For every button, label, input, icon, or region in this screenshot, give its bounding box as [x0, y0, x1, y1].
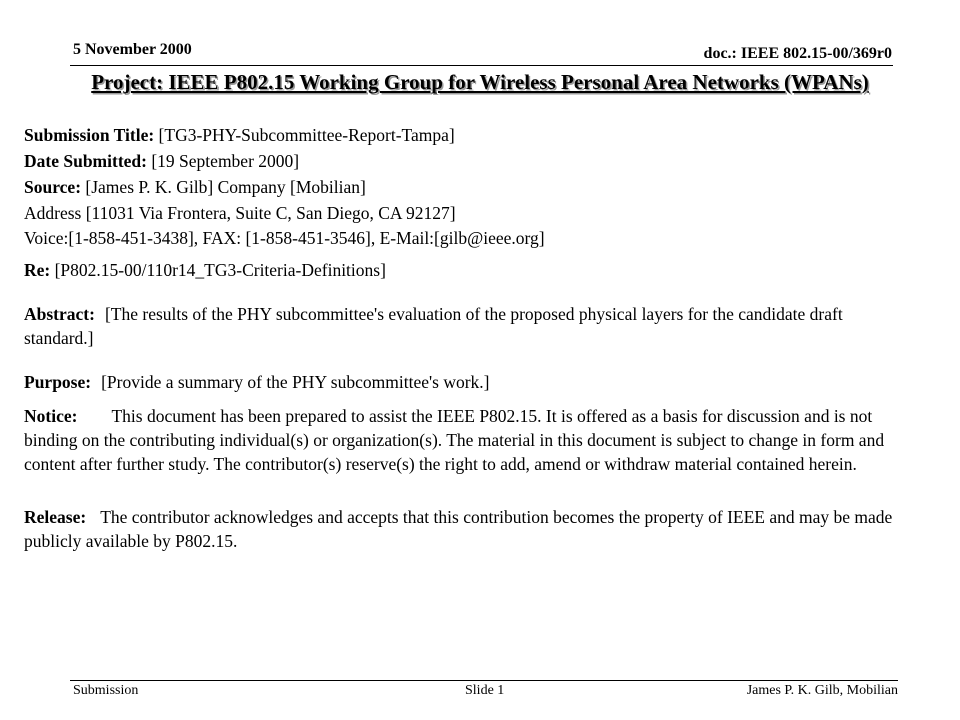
release-label: Release: — [24, 507, 87, 527]
notice-label: Notice: — [24, 406, 78, 426]
abstract-paragraph — [24, 302, 904, 350]
release-paragraph — [24, 505, 904, 553]
project-title: Project: IEEE P802.15 Working Group for Wireless Personal Area Networks (WPANs) — [91, 70, 869, 94]
re-value: [P802.15-00/110r14_TG3-Criteria-Definitions] — [54, 260, 386, 280]
date-submitted-value: [19 September 2000] — [151, 151, 300, 171]
abstract-value: [The results of the PHY subcommittee's evaluation of the proposed physical layers for the candidate draft standard.] — [24, 304, 843, 348]
footer-slide-number: Slide 1 — [465, 683, 505, 698]
address-line: Address [11031 Via Frontera, Suite C, San Diego, CA 92127] — [24, 203, 456, 223]
header-date: 5 November 2000 — [73, 41, 192, 58]
submission-title-value: [TG3-PHY-Subcommittee-Report-Tampa] — [158, 125, 455, 145]
re-label: Re: — [24, 260, 51, 280]
footer-author: James P. K. Gilb, Mobilian — [746, 683, 898, 698]
source-label: Source: — [24, 177, 82, 197]
contact-line: Voice:[1-858-451-3438], FAX: [1-858-451-3546], E-Mail:[gilb@ieee.org] — [24, 228, 545, 248]
re-line — [24, 258, 386, 282]
abstract-label: Abstract: — [24, 304, 95, 324]
purpose-label: Purpose: — [24, 372, 92, 392]
purpose-paragraph — [24, 370, 904, 394]
purpose-value: [Provide a summary of the PHY subcommittee's work.] — [101, 372, 490, 392]
header-doc-id: doc.: IEEE 802.15-00/369r0 — [703, 45, 892, 62]
footer-divider — [70, 680, 898, 681]
date-submitted-label: Date Submitted: — [24, 151, 147, 171]
date-submitted-line — [24, 149, 299, 173]
source-value: [James P. K. Gilb] Company [Mobilian] — [85, 177, 366, 197]
footer-submission: Submission — [73, 683, 139, 698]
submission-title-label: Submission Title: — [24, 125, 155, 145]
release-value: The contributor acknowledges and accepts that this contribution becomes the property of IEEE and may be made publicly available by P802.15. — [24, 507, 893, 551]
header-divider — [70, 65, 893, 66]
notice-value: This document has been prepared to assist the IEEE P802.15. It is offered as a basis for discussion and is not binding on the contributing individual(s) or organization(s). The material in this document is subject to change in form and content after further study. The contributor(s) reserve(s) the right to add, amend or withdraw material contained herein. — [24, 406, 885, 474]
source-line — [24, 175, 366, 199]
submission-title-line — [24, 123, 455, 147]
notice-paragraph — [24, 404, 904, 476]
